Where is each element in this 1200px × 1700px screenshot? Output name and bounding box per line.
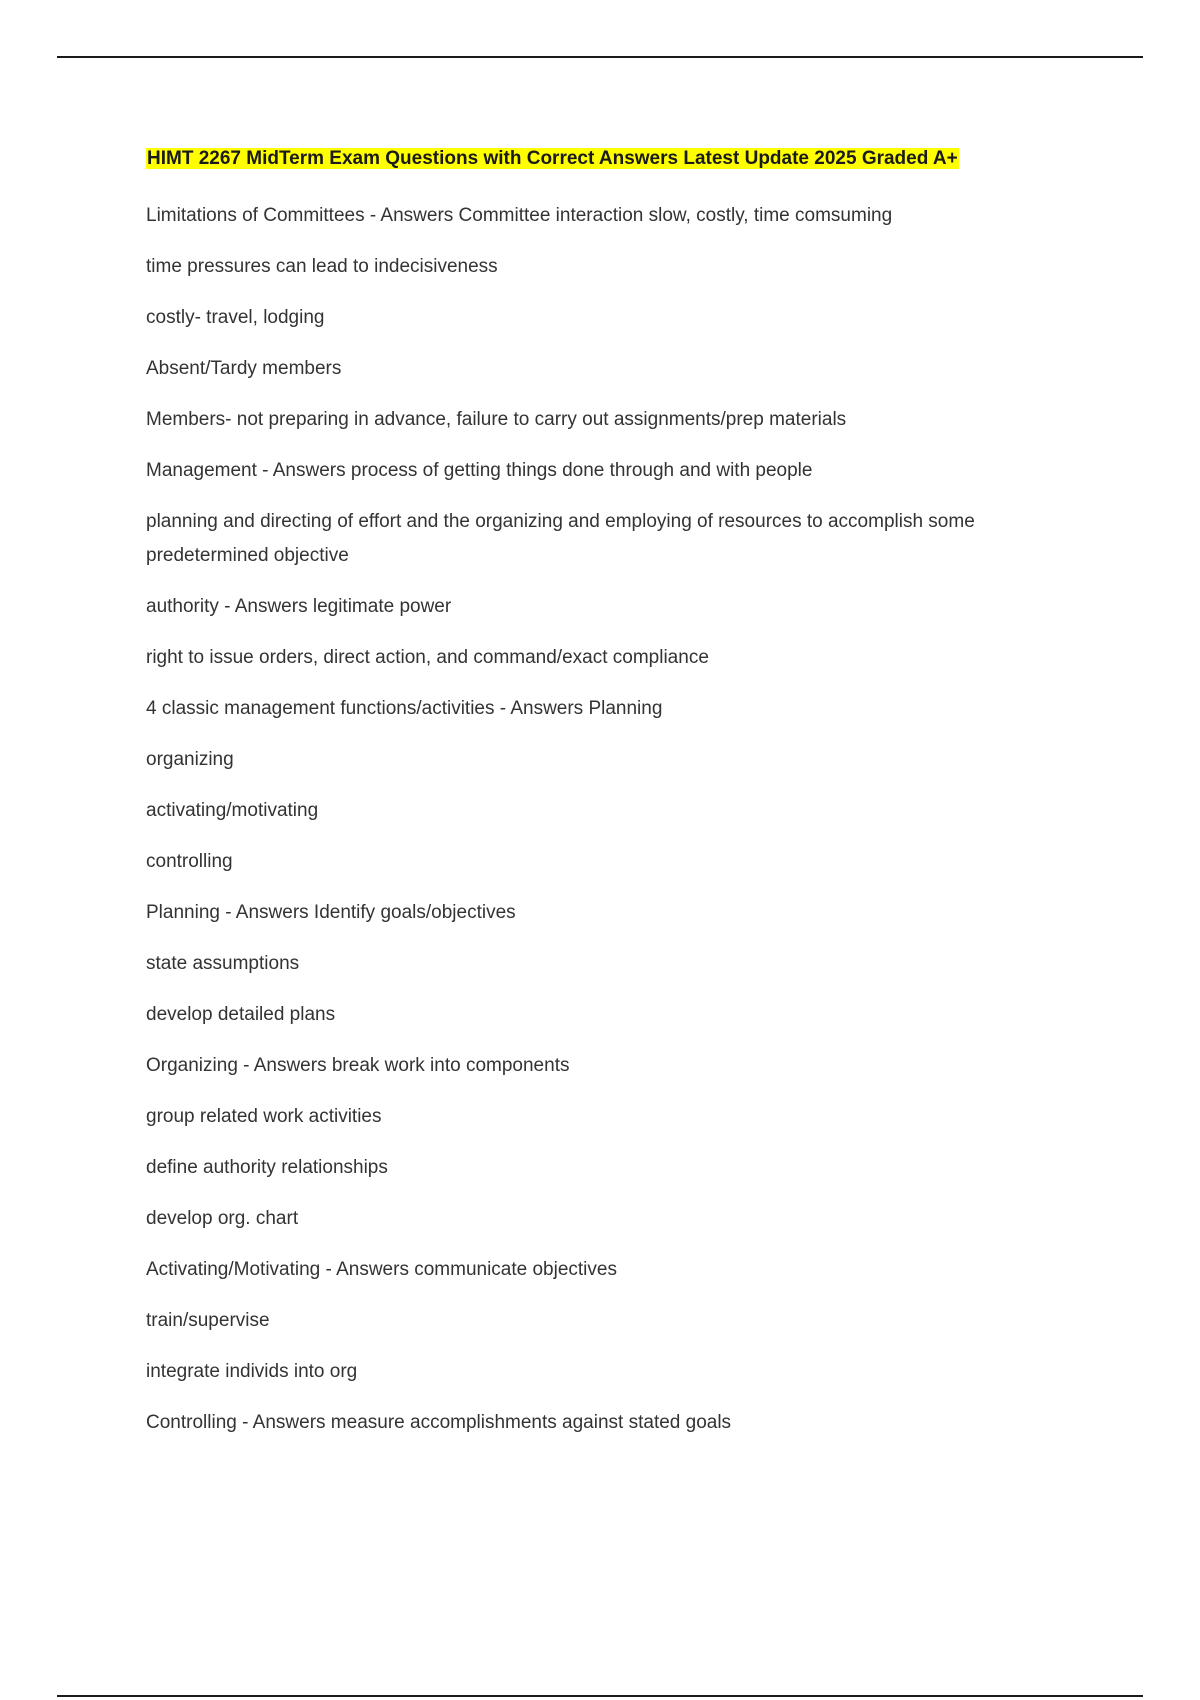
title-highlight: HIMT 2267 MidTerm Exam Questions with Correct Answers Latest Update 2025 Graded A+ [147, 148, 958, 169]
paragraph: Activating/Motivating - Answers communicate objectives [146, 1259, 617, 1280]
paragraph: integrate individs into org [146, 1361, 358, 1382]
paragraph: Members- not preparing in advance, failure to carry out assignments/prep materials [146, 409, 847, 430]
paragraph: state assumptions [146, 953, 300, 974]
paragraph: develop detailed plans [146, 1004, 336, 1025]
header-rule [57, 56, 1143, 58]
document-body [146, 142, 1066, 1457]
document-title [146, 142, 1066, 176]
paragraph: Planning - Answers Identify goals/objectives [146, 902, 516, 923]
paragraph: develop org. chart [146, 1208, 299, 1229]
paragraph: Management - Answers process of getting things done through and with people [146, 460, 813, 481]
paragraph: 4 classic management functions/activities - Answers Planning [146, 698, 663, 719]
paragraph: planning and directing of effort and the organizing and employing of resources to accomplish some predetermined objective [146, 511, 975, 566]
paragraph: define authority relationships [146, 1157, 388, 1178]
paragraph: activating/motivating [146, 800, 319, 821]
paragraph: right to issue orders, direct action, and command/exact compliance [146, 647, 709, 668]
paragraph: group related work activities [146, 1106, 382, 1127]
paragraph: Controlling - Answers measure accomplishments against stated goals [146, 1412, 732, 1433]
paragraph: train/supervise [146, 1310, 270, 1331]
paragraph: authority - Answers legitimate power [146, 596, 452, 617]
paragraph: costly- travel, lodging [146, 307, 325, 328]
paragraph: controlling [146, 851, 233, 872]
paragraph: Absent/Tardy members [146, 358, 342, 379]
paragraph: organizing [146, 749, 234, 770]
footer-rule [57, 1695, 1143, 1697]
paragraph: Limitations of Committees - Answers Committee interaction slow, costly, time comsuming [146, 205, 893, 226]
paragraph: time pressures can lead to indecisiveness [146, 256, 498, 277]
paragraph: Organizing - Answers break work into components [146, 1055, 570, 1076]
